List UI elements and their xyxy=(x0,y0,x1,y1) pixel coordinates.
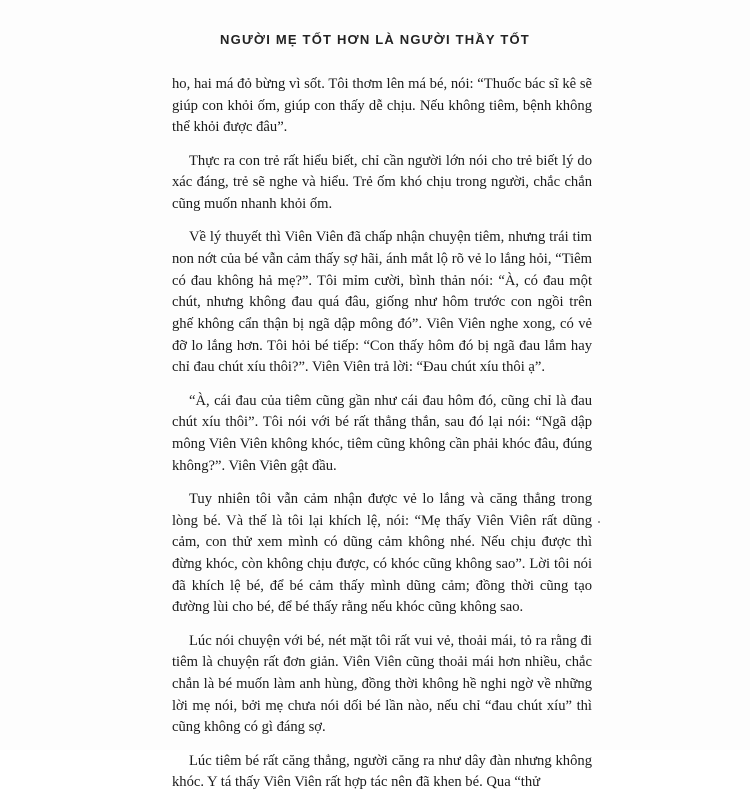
paragraph: Về lý thuyết thì Viên Viên đã chấp nhận chuyện tiêm, nhưng trái tim non nớt của bé vẫn cảm thấy sợ hãi, ánh mắt lộ rõ vẻ lo lắng hỏi, “Tiêm có đau không hả mẹ?”. Tôi mỉm cười, bình thản nói: “À, có đau một chút, nhưng không đau quá đâu, giống như hôm trước con ngồi trên ghế không cẩn thận bị ngã dập mông đó”. Viên Viên nghe xong, có vẻ đỡ lo lắng hơn. Tôi hỏi bé tiếp: “Con thấy hôm đó bị ngã đau lắm hay chỉ đau chút xíu thôi?”. Viên Viên trả lời: “Đau chút xíu thôi ạ”. xyxy=(172,229,592,376)
paragraph-continued: ho, hai má đỏ bừng vì sốt. Tôi thơm lên má bé, nói: “Thuốc bác sĩ kê sẽ giúp con khỏi ốm, giúp con thấy dễ chịu. Nếu không tiêm, bệnh không thể khỏi được đâu”. xyxy=(172,76,592,136)
paragraph: Lúc nói chuyện với bé, nét mặt tôi rất vui vẻ, thoải mái, tỏ ra rằng đi tiêm là chuyện rất đơn giản. Viên Viên cũng thoải mái hơn nhiều, chắc chắn là bé muốn làm anh hùng, đồng thời không hề nghi ngờ về những lời mẹ nói, bởi mẹ chưa nói dối bé lần nào, nếu chỉ “đau chút xíu” thì cũng không có gì đáng sợ. xyxy=(172,632,592,736)
paragraph: Thực ra con trẻ rất hiểu biết, chỉ cần người lớn nói cho trẻ biết lý do xác đáng, trẻ sẽ nghe và hiểu. Trẻ ốm khó chịu trong người, chắc chắn cũng muốn nhanh khỏi ốm. xyxy=(172,152,592,213)
paragraph: Tuy nhiên tôi vẫn cảm nhận được vẻ lo lắng và căng thẳng trong lòng bé. Và thế là tôi lại khích lệ, nói: “Mẹ thấy Viên Viên rất dũng cảm, con thử xem mình có dũng cảm không nhé. Nếu chịu được thì đừng khóc, còn không chịu được, có khóc cũng không sao”. Lời tôi nói đã khích lệ bé, để bé cảm thấy mình dũng cảm; đồng thời cũng tạo đường lùi cho bé, để bé thấy rằng nếu khóc cũng không sao. xyxy=(172,490,592,616)
running-header-title: NGƯỜI MẸ TỐT HƠN LÀ NGƯỜI THẦY TỐT xyxy=(220,32,530,47)
page-body xyxy=(172,74,592,794)
paragraph: “À, cái đau của tiêm cũng gần như cái đau hôm đó, cũng chỉ là đau chút xíu thôi”. Tôi nói với bé rất thẳng thắn, sau đó lại nói: “Ngã dập mông Viên Viên không khóc, tiêm cũng không cần phải khóc đâu, đúng không?”. Viên Viên gật đầu. xyxy=(172,392,592,474)
print-speck xyxy=(598,521,600,523)
paragraph: Lúc tiêm bé rất căng thẳng, người căng ra như dây đàn nhưng không khóc. Y tá thấy Viên Viên rất hợp tác nên đã khen bé. Qua “thử xyxy=(172,752,592,791)
